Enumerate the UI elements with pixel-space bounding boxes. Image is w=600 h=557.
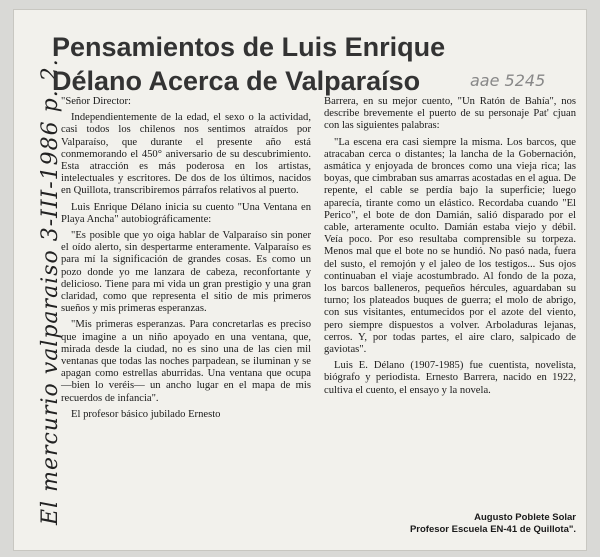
title-line-2: Délano Acerca de Valparaíso [52,66,421,96]
paragraph: "Señor Director: [61,96,131,107]
paragraph: "La escena era casi siempre la misma. Los barcos, que atracaban cerca o distantes; la lancha de la Gobernación, asmática y enjoyada de bronces como una vieja rica; las boyas, que cimbraban sus amarras acostadas en el agua. De repente, el cable se perdía bajo la superficie; luego aparecía, tirante como un elástico. Recordaba cuando "El Perico", el bote de don Damián, salió disparado por el cable, arteramente oculto. Damián estaba viejo y débil. Veía poco. Por eso resultaba comprensible su torpeza. Menos mal que el bote no se hundió. No pasó nada, fuera del susto, el remojón y el jaleo de los testigos... Sus ojos continuaban el viaje acostumbrado. Al fondo de la poza, los barcos balleneros, pequeños hércules, aguardaban su turno; los plateados buques de guerra; el molo de abrigo, con sus visitantes, entumecidos por el azote del viento, pero siempre dispuestos a volver. Arboladuras lejanas, cerros. Y, por todas partes, el aire claro, salpicado de gaviotas". [324,136,576,356]
newspaper-clipping [14,10,586,550]
paragraph: Luis Enrique Délano inicia su cuento "Una Ventana en Playa Ancha" autobiográficamente: [61,201,311,225]
title-line-1: Pensamientos de Luis Enrique [52,32,446,62]
article-title [52,30,522,98]
paragraph: Barrera, en su mejor cuento, "Un Ratón de Bahía", nos describe brevemente el puerto de su personaje Pat' cjuan con las siguientes palabras: [324,96,576,132]
article-column-2 [324,96,576,401]
handwritten-side-text: El mercurio valparaiso 3-III-1986 p. 2. [38,58,63,525]
paragraph: Luis E. Délano (1907-1985) fue cuentista, novelista, biógrafo y periodista. Ernesto Barrera, nacido en 1922, cultiva el cuento, el ensayo y la novela. [324,360,576,396]
signature-role: Profesor Escuela EN-41 de Quillota". [409,524,576,535]
paragraph: "Es posible que yo oiga hablar de Valparaíso sin poner el oído alerto, sin despertarme enteramente. Valparaíso es para mí la significación de grandes cosas. Es como un pozo donde yo me lanzara de cabeza, reconfortante y delicioso. Tiene para mi vida un gran prestigio y una gran claridad, como que representa el sitio de mis primeros sueños y mis primeras esperanzas. [61,230,311,315]
signature-name: Augusto Poblete Solar [474,512,576,523]
paragraph: Independientemente de la edad, el sexo o la actividad, casi todos los chilenos nos sentimos atraídos por Valparaíso, que durante el presente año está conmemorando el 450° aniversario de su descubrimiento. Esta atracción es más poderosa en los artistas, intelectuales y escritores. De dos de los últimos, nacidos en Quillota, transcribiremos párrafos relativos al puerto. [61,112,311,197]
handwritten-archive-code: aae 5245 [470,71,546,90]
article-column-1 [61,96,311,425]
paragraph: "Mis primeras esperanzas. Para concretarlas es preciso que imagine a un niño apoyado en una ventana, que, mirada desde la ciudad, no es sino una de las cien mil ventanas que todas las noches parpadean, se iluminan y se apagan como estrellas aburridas. Una ventana que ocupa —bien lo veréis— un ancho lugar en el mapa de mis recuerdos de infancia". [61,319,311,404]
paragraph: El profesor básico jubilado Ernesto [71,408,221,420]
